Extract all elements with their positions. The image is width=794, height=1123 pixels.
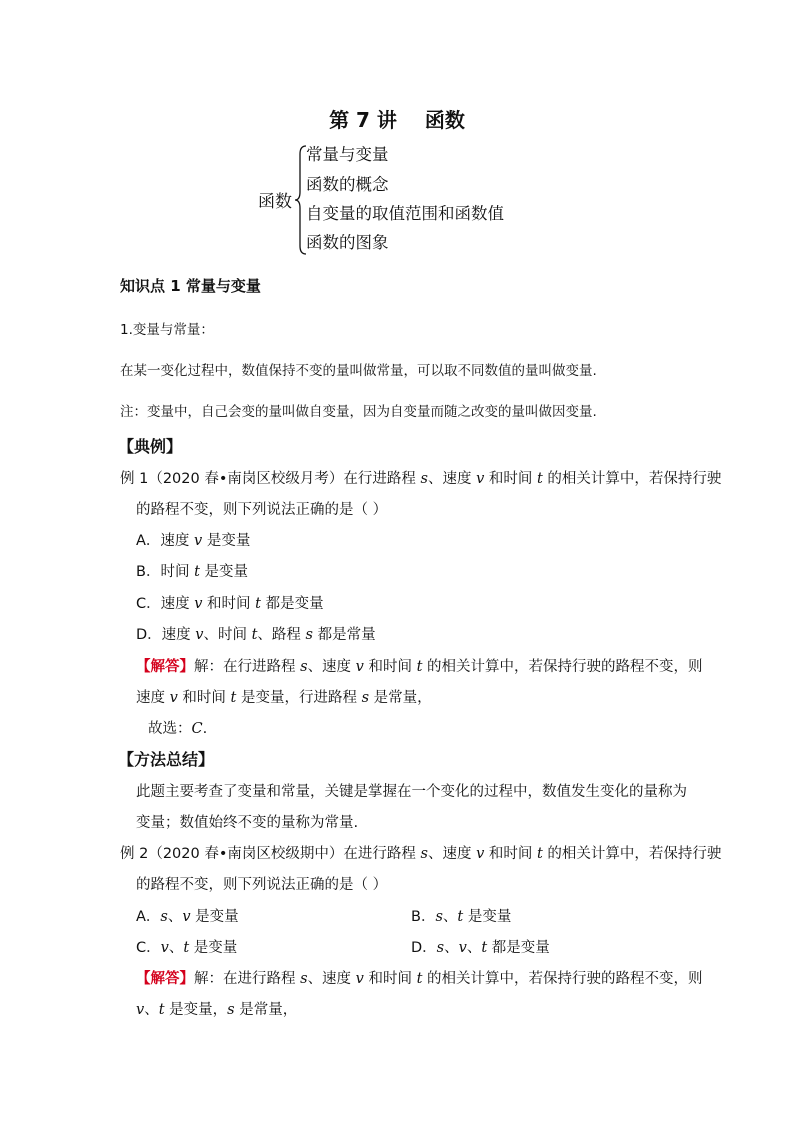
example-header: 【典例】 — [118, 437, 183, 456]
option-b: B．s、t 是变量 — [411, 909, 512, 925]
example-2-solution-cont: v、t 是变量，s 是常量， — [136, 1002, 298, 1018]
lecture-topic: 函数 — [424, 108, 465, 132]
outline-branch-4: 函数的图象 — [306, 233, 389, 252]
outline-branch-2: 函数的概念 — [306, 175, 389, 194]
option-b: B．时间 t 是变量 — [136, 564, 248, 580]
outline-branch-1: 常量与变量 — [306, 145, 389, 164]
definition-label: 1.变量与常量： — [120, 322, 214, 338]
lecture-number: 第 7 讲 — [329, 108, 397, 132]
option-c: C．v、t 是变量 — [136, 940, 238, 956]
example-2-question: 例 2（2020 春•南岗区校级期中）在进行路程 s、速度 v 和时间 t 的相关计算中，若保持行驶 — [120, 846, 722, 862]
page-title — [0, 104, 794, 133]
option-c: C．速度 v 和时间 t 都是变量 — [136, 596, 324, 612]
example-2-question-cont: 的路程不变，则下列说法正确的是（ ） — [136, 877, 388, 893]
definition-note: 注：变量中，自己会变的量叫做自变量，因为自变量而随之改变的量叫做因变量. — [120, 404, 597, 420]
definition-text: 在某一变化过程中，数值保持不变的量叫做常量，可以取不同数值的量叫做变量. — [120, 363, 597, 379]
example-2-solution: 【解答】解：在进行路程 s、速度 v 和时间 t 的相关计算中，若保持行驶的路程不变，则 — [136, 971, 703, 987]
option-a: A．速度 v 是变量 — [136, 533, 251, 549]
example-1-solution: 【解答】解：在行进路程 s、速度 v 和时间 t 的相关计算中，若保持行驶的路程不变，则 — [136, 659, 703, 675]
outline-branch-3: 自变量的取值范围和函数值 — [306, 204, 504, 223]
option-a: A．s、v 是变量 — [136, 909, 239, 925]
section-heading: 知识点 1 常量与变量 — [120, 277, 261, 295]
example-1-question-cont: 的路程不变，则下列说法正确的是（ ） — [136, 502, 388, 518]
option-d: D．速度 v、时间 t、路程 s 都是常量 — [136, 627, 376, 643]
option-d: D．s、v、t 都是变量 — [411, 940, 550, 956]
solution-tag: 【解答】 — [136, 971, 194, 987]
method-header: 【方法总结】 — [118, 750, 215, 769]
method-text-cont: 变量；数值始终不变的量称为常量. — [136, 815, 359, 831]
outline-root: 函数 — [258, 192, 292, 212]
method-text: 此题主要考查了变量和常量，关键是掌握在一个变化的过程中，数值发生变化的量称为 — [136, 784, 687, 800]
example-1-question: 例 1（2020 春•南岗区校级月考）在行进路程 s、速度 v 和时间 t 的相关计算中，若保持行驶 — [120, 471, 722, 487]
example-1-answer: 故选：C. — [148, 721, 208, 737]
example-1-solution-cont: 速度 v 和时间 t 是变量，行进路程 s 是常量， — [136, 690, 432, 706]
solution-tag: 【解答】 — [136, 659, 194, 675]
